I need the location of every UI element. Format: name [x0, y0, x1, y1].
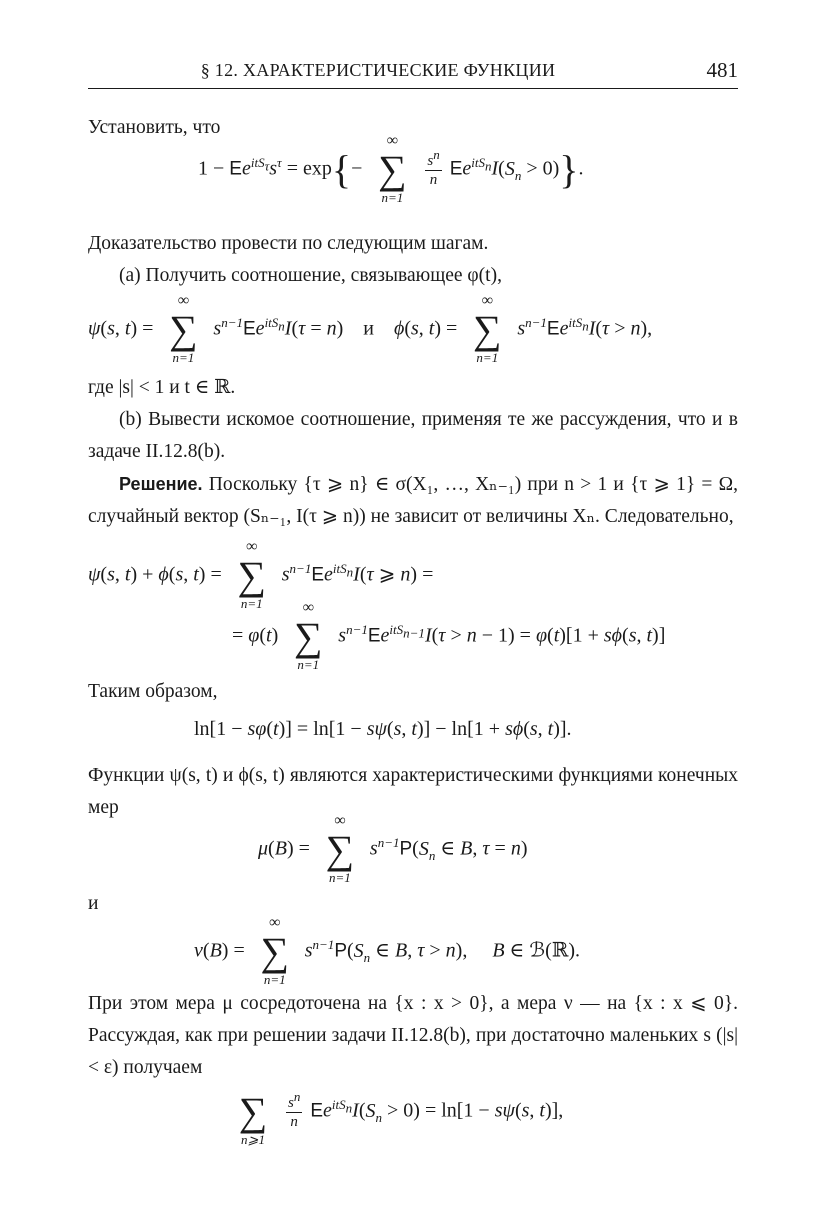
- paragraph-where: где |s| < 1 и t ∈ ℝ.: [88, 377, 236, 398]
- equation-sum-line1: ψ(s, t) + ϕ(s, t) = ∞ ∑ n=1 $s^{n-1}Ee^{itS_n}I(\tau$ ⩾ n) =: [88, 538, 434, 611]
- paragraph-step-a: (a) Получить соотношение, связывающее φ(t),: [119, 265, 502, 286]
- equation-final: ∑ n⩾1 $\frac{s^n}{n}$ $Ee^{itS_n}I(S_n > 0) = \ln[1 - s\psi(s$, t)],: [238, 1088, 564, 1147]
- paragraph-and: и: [88, 893, 99, 914]
- equation-main: $1 - Ee^{itS_\tau}s^\tau = \exp\{-$ ∞ ∑ n=1 $\frac{s^n}{n}$ $Ee^{itS_n}I(S_n > 0)$}.: [198, 132, 584, 205]
- solution-label: Решение.: [119, 474, 203, 494]
- equation-log: ln[1 − sφ(t)] = ln[1 − sψ(s, t)] − ln[1 + sϕ(s, t)].: [194, 718, 572, 740]
- page-number: 481: [706, 58, 738, 82]
- word-and: и: [363, 317, 374, 340]
- paragraph-thus: Таким образом,: [88, 681, 218, 702]
- running-head: [88, 58, 738, 89]
- equation-sum-line2: = φ(t) ∞ ∑ n=1 $s^{n-1}Ee^{itS_{n-1}}I(\tau > n - 1) = \varphi(t)[1 + s\phi(s$, t)]: [232, 599, 666, 672]
- paragraph-solution: [88, 468, 738, 533]
- section-title: § 12. ХАРАКТЕРИСТИЧЕСКИЕ ФУНКЦИИ: [200, 60, 556, 80]
- paragraph-measure: При этом мера μ сосредоточена на {x : x > 0}, а мера ν — на {x : x ⩽ 0}. Рассуждая, как при решении задачи II.12.8(b), при достаточно маленьких s (|s| < ε) получаем: [88, 993, 738, 1078]
- solution-text: Поскольку {τ ⩾ n} ∈ σ(X₁, …, Xₙ₋₁) при n > 1 и {τ ⩾ 1} = Ω, случайный вектор (Sₙ₋₁, I(τ ⩾ n)) не зависит от величины Xₙ. Следовательно,: [88, 474, 739, 527]
- paragraph-proof-steps: Доказательство провести по следующим шагам.: [88, 233, 489, 254]
- paragraph-step-b: (b) Вывести искомое соотношение, применяя те же рассуждения, что и в задаче II.12.8(b).: [88, 409, 738, 462]
- paragraph-functions: Функции ψ(s, t) и ϕ(s, t) являются характеристическими функциями конечных мер: [88, 765, 738, 818]
- equation-nu: ν(B) = ∞ ∑ n=1 $s^{n-1}P(S_n$ ∈ B, τ > n), B ∈ ℬ(ℝ).: [194, 914, 581, 987]
- sum-symbol: ∞ ∑ n=1: [378, 132, 407, 205]
- paragraph-establish: Установить, что: [88, 117, 221, 138]
- equation-mu: μ(B) = ∞ ∑ n=1 $s^{n-1}P(S_n$ ∈ B, τ = n): [258, 812, 528, 885]
- equation-psi-phi: ψ(s, t) = ∞ ∑ n=1 $s^{n-1}Ee^{itS_n}I(\tau = n)$ и ϕ(s, t) = ∞ ∑ n=1 $s^{n-1}Ee^{itS_n}I(\tau > n)$,: [88, 292, 653, 365]
